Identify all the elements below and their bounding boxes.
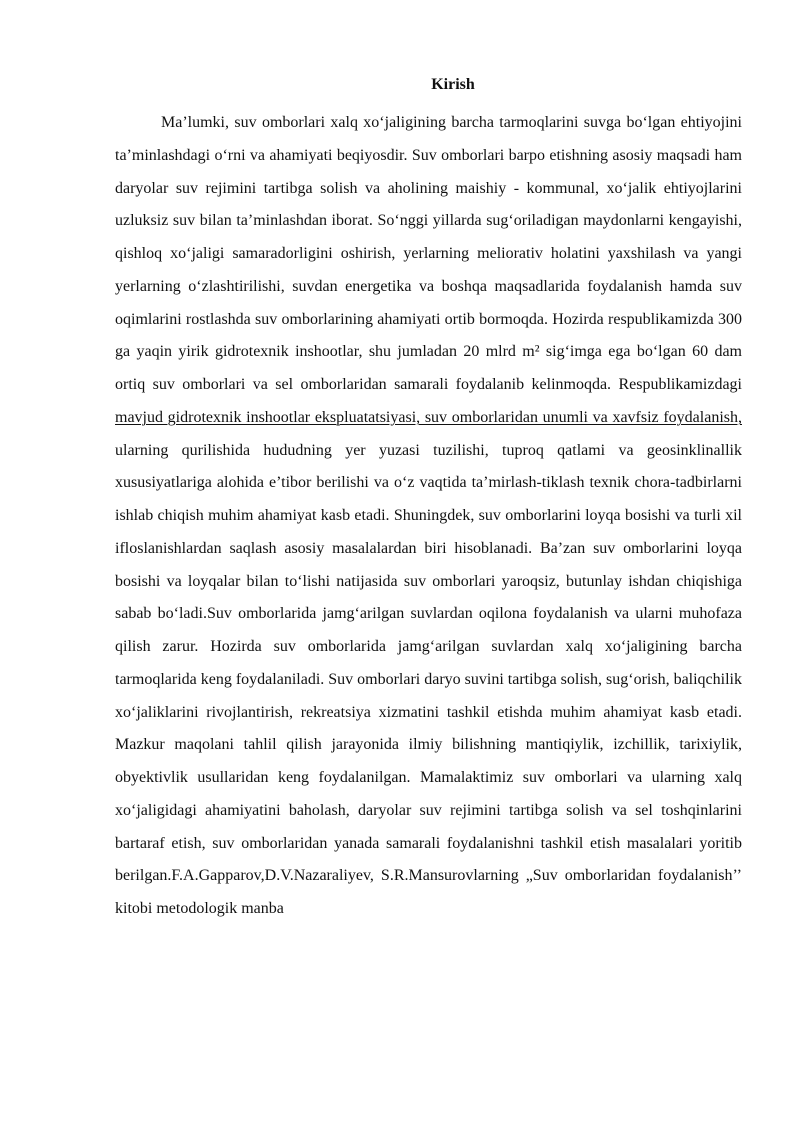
underlined-phrase: mavjud gidrotexnik inshootlar ekspluatatsiyasi, suv omborlaridan unumli va xavfsiz foydalanish, bbox=[115, 408, 742, 426]
title-container bbox=[115, 76, 791, 94]
body-paragraph bbox=[115, 107, 742, 926]
page-title: Kirish bbox=[431, 76, 475, 93]
paragraph-text-part-2: ularning qurilishida hududning yer yuzasi tuzilishi, tuproq qatlami va geosinklinallik xususiyatlariga alohida e’tibor berilishi va o‘z vaqtida ta’mirlash-tiklash texnik chora-tadbirlarni ishlab chiqish muhim ahamiyat kasb etadi. Shuningdek, suv omborlarini loyqa bosishi va turli xil ifloslanishlardan saqlash asosiy masalalardan biri hisoblanadi. Ba’zan suv omborlarini loyqa bosishi va loyqalar bilan to‘lishi natijasida suv omborlari yaroqsiz, butunlay ishdan chiqishiga sabab bo‘ladi.Suv omborlarida jamg‘arilgan suvlardan oqilona foydalanish va ularni muhofaza qilish zarur. Hozirda suv omborlarida jamg‘arilgan suvlardan xalq xo‘jaligining barcha tarmoqlarida keng foydalaniladi. Suv omborlari daryo suvini tartibga solish, sug‘orish, baliqchilik xo‘jaliklarini rivojlantirish, rekreatsiya xizmatini tashkil etishda muhim ahamiyat kasb etadi. Mazkur maqolani tahlil qilish jarayonida ilmiy bilishning mantiqiylik, izchillik, tarixiylik, obyektivlik usullaridan keng foydalanilgan. Mamalaktimiz suv omborlari va ularning xalq xo‘jaligidagi ahamiyatini baholash, daryolar suv rejimini tartibga solish va sel toshqinlarini bartaraf etish, suv omborlaridan yanada samarali foydalanishni tashkil etish masalalari yoritib berilgan.F.A.Gapparov,D.V.Nazaraliyev, S.R.Mansurovlarning „Suv omborlaridan foydalanish’’ kitobi metodologik manba bbox=[115, 441, 742, 917]
paragraph-text-part-1: Ma’lumki, suv omborlari xalq xo‘jaligining barcha tarmoqlarini suvga bo‘lgan ehtiyojini ta’minlashdagi o‘rni va ahamiyati beqiyosdir. Suv omborlari barpo etishning asosiy maqsadi ham daryolar suv rejimini tartibga solish va aholining maishiy - kommunal, xo‘jalik ehtiyojlarini uzluksiz suv bilan ta’minlashdan iborat. So‘nggi yillarda sug‘oriladigan maydonlarni kengayishi, qishloq xo‘jaligi samaradorligini oshirish, yerlarning meliorativ holatini yaxshilash va yangi yerlarning o‘zlashtirilishi, suvdan energetika va boshqa maqsadlarida foydalanish hamda suv oqimlarini rostlashda suv omborlarining ahamiyati ortib bormoqda. Hozirda respublikamizda 300 ga yaqin yirik gidrotexnik inshootlar, shu jumladan 20 mlrd m² sig‘imga ega bo‘lgan 60 dam ortiq suv omborlari va sel omborlaridan samarali foydalanib kelinmoqda. Respublikamizdagi bbox=[115, 114, 742, 393]
